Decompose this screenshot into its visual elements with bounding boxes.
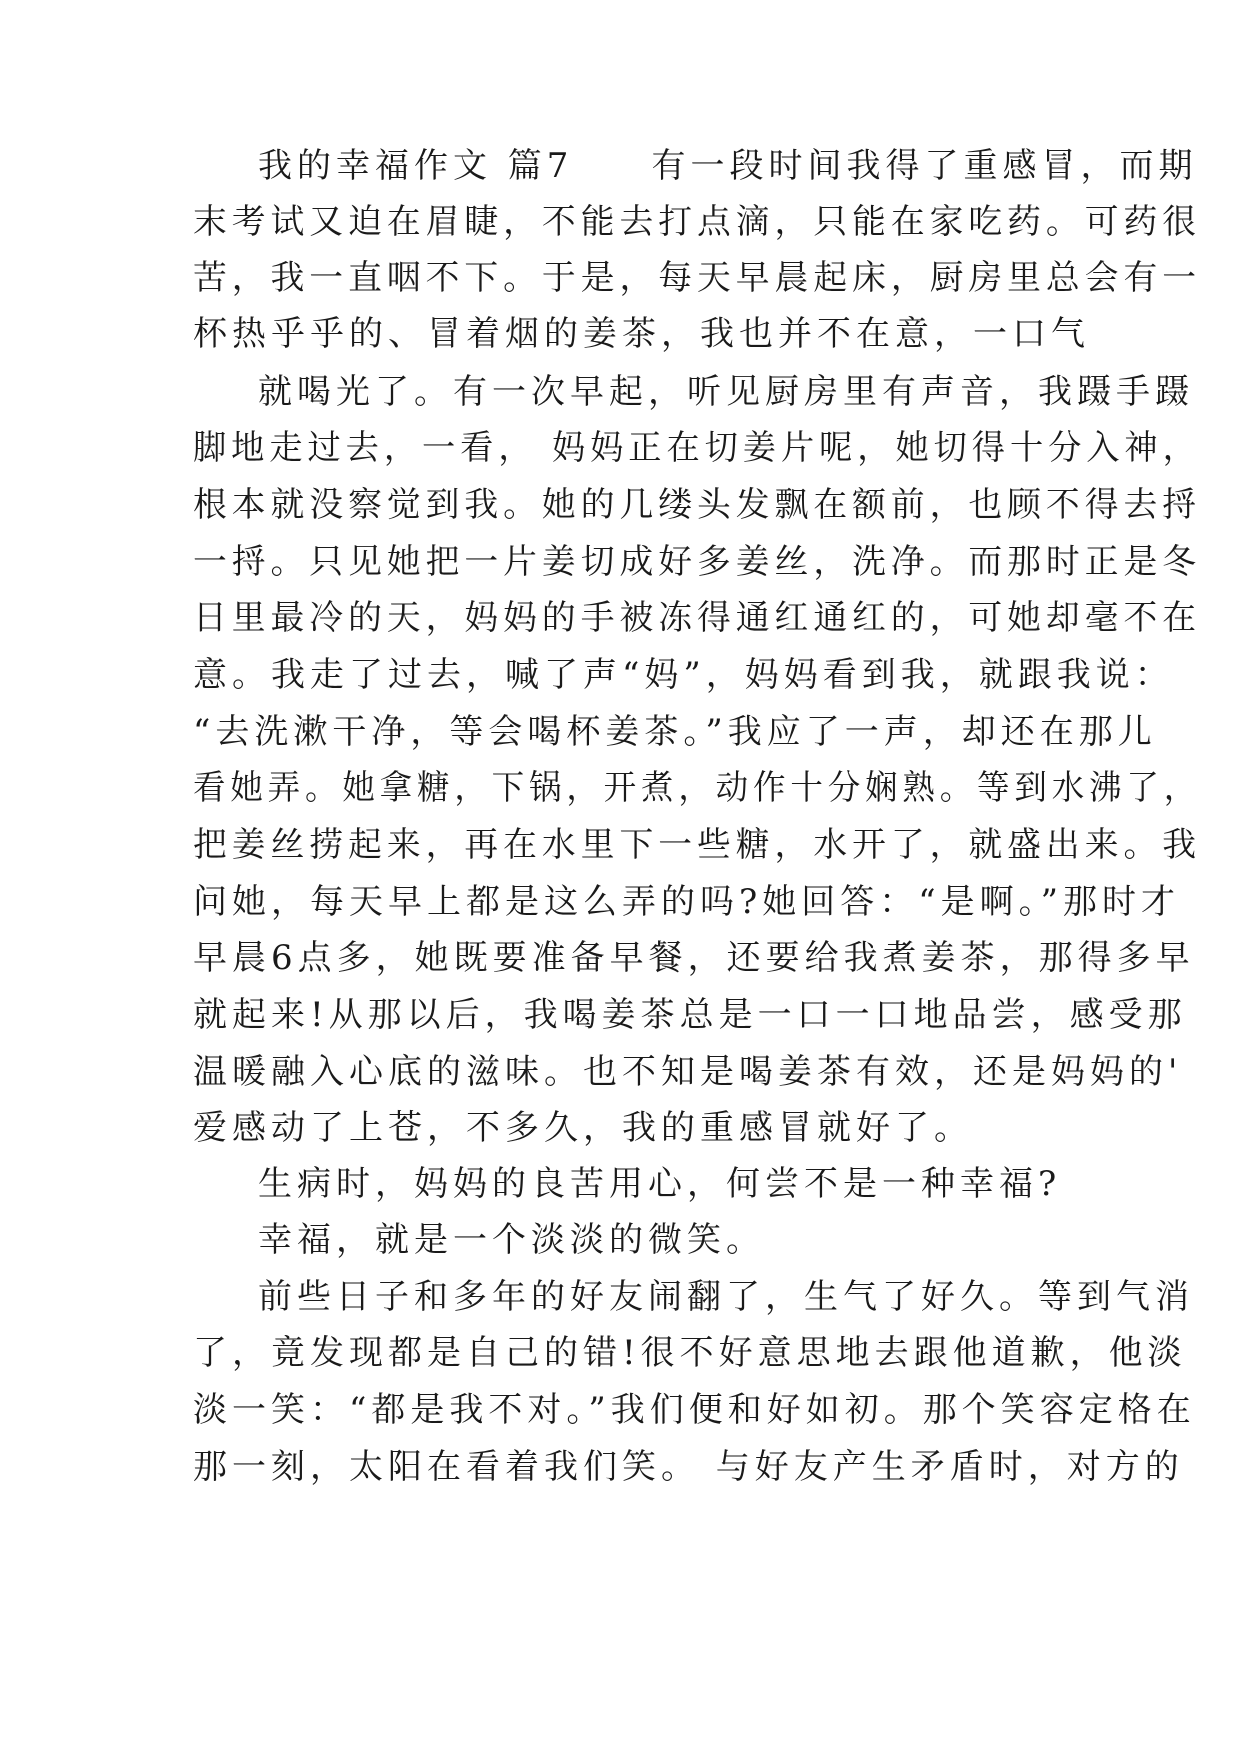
text-line-4: 杯热乎乎的、冒着烟的姜茶，我也并不在意，一口气 bbox=[193, 314, 1090, 354]
text-line-14: 问她，每天早上都是这么弄的吗?她回答：“是啊。”那时才 bbox=[193, 882, 1180, 922]
text-line-8: 一捋。只见她把一片姜切成好多姜丝，洗净。而那时正是冬 bbox=[193, 542, 1202, 582]
text-line-7: 根本就没察觉到我。她的几缕头发飘在额前，也顾不得去捋 bbox=[193, 485, 1202, 525]
text-line-13: 把姜丝捞起来，再在水里下一些糖，水开了，就盛出来。我 bbox=[193, 825, 1202, 865]
text-line-10: 意。我走了过去，喊了声“妈”，妈妈看到我，就跟我说： bbox=[193, 655, 1174, 695]
text-line-11: “去洗漱干净，等会喝杯姜茶。”我应了一声，却还在那儿 bbox=[193, 712, 1157, 752]
text-line-9: 日里最冷的天，妈妈的手被冻得通红通红的，可她却毫不在 bbox=[193, 598, 1202, 638]
text-line-15: 早晨6点多，她既要准备早餐，还要给我煮姜茶，那得多早 bbox=[193, 938, 1195, 978]
text-line-22: 了，竟发现都是自己的错!很不好意思地去跟他道歉，他淡 bbox=[193, 1333, 1187, 1373]
text-line-12: 看她弄。她拿糖，下锅，开煮，动作十分娴熟。等到水沸了， bbox=[193, 768, 1202, 808]
text-line-24: 那一刻，太阳在看着我们笑。 与好友产生矛盾时，对方的 bbox=[193, 1447, 1184, 1487]
text-line-5: 就喝光了。有一次早起，听见厨房里有声音，我蹑手蹑 bbox=[258, 372, 1194, 412]
text-line-18: 爱感动了上苍，不多久，我的重感冒就好了。 bbox=[193, 1108, 973, 1148]
text-line-19: 生病时，妈妈的良苦用心，何尝不是一种幸福? bbox=[258, 1164, 1062, 1204]
text-line-21: 前些日子和多年的好友闹翻了，生气了好久。等到气消 bbox=[258, 1277, 1194, 1317]
text-line-2: 末考试又迫在眉睫，不能去打点滴，只能在家吃药。可药很 bbox=[193, 202, 1202, 242]
text-line-1: 我的幸福作文 篇7 有一段时间我得了重感冒，而期 bbox=[258, 146, 1198, 186]
text-line-3: 苦，我一直咽不下。于是，每天早晨起床，厨房里总会有一 bbox=[193, 258, 1202, 298]
text-line-16: 就起来!从那以后，我喝姜茶总是一口一口地品尝，感受那 bbox=[193, 995, 1187, 1035]
text-line-23: 淡一笑：“都是我不对。”我们便和好如初。那个笑容定格在 bbox=[193, 1390, 1196, 1430]
text-line-20: 幸福，就是一个淡淡的微笑。 bbox=[258, 1220, 765, 1260]
text-line-6: 脚地走过去，一看， 妈妈正在切姜片呢，她切得十分入神， bbox=[193, 428, 1201, 468]
text-line-17: 温暖融入心底的滋味。也不知是喝姜茶有效，还是妈妈的' bbox=[193, 1052, 1183, 1092]
